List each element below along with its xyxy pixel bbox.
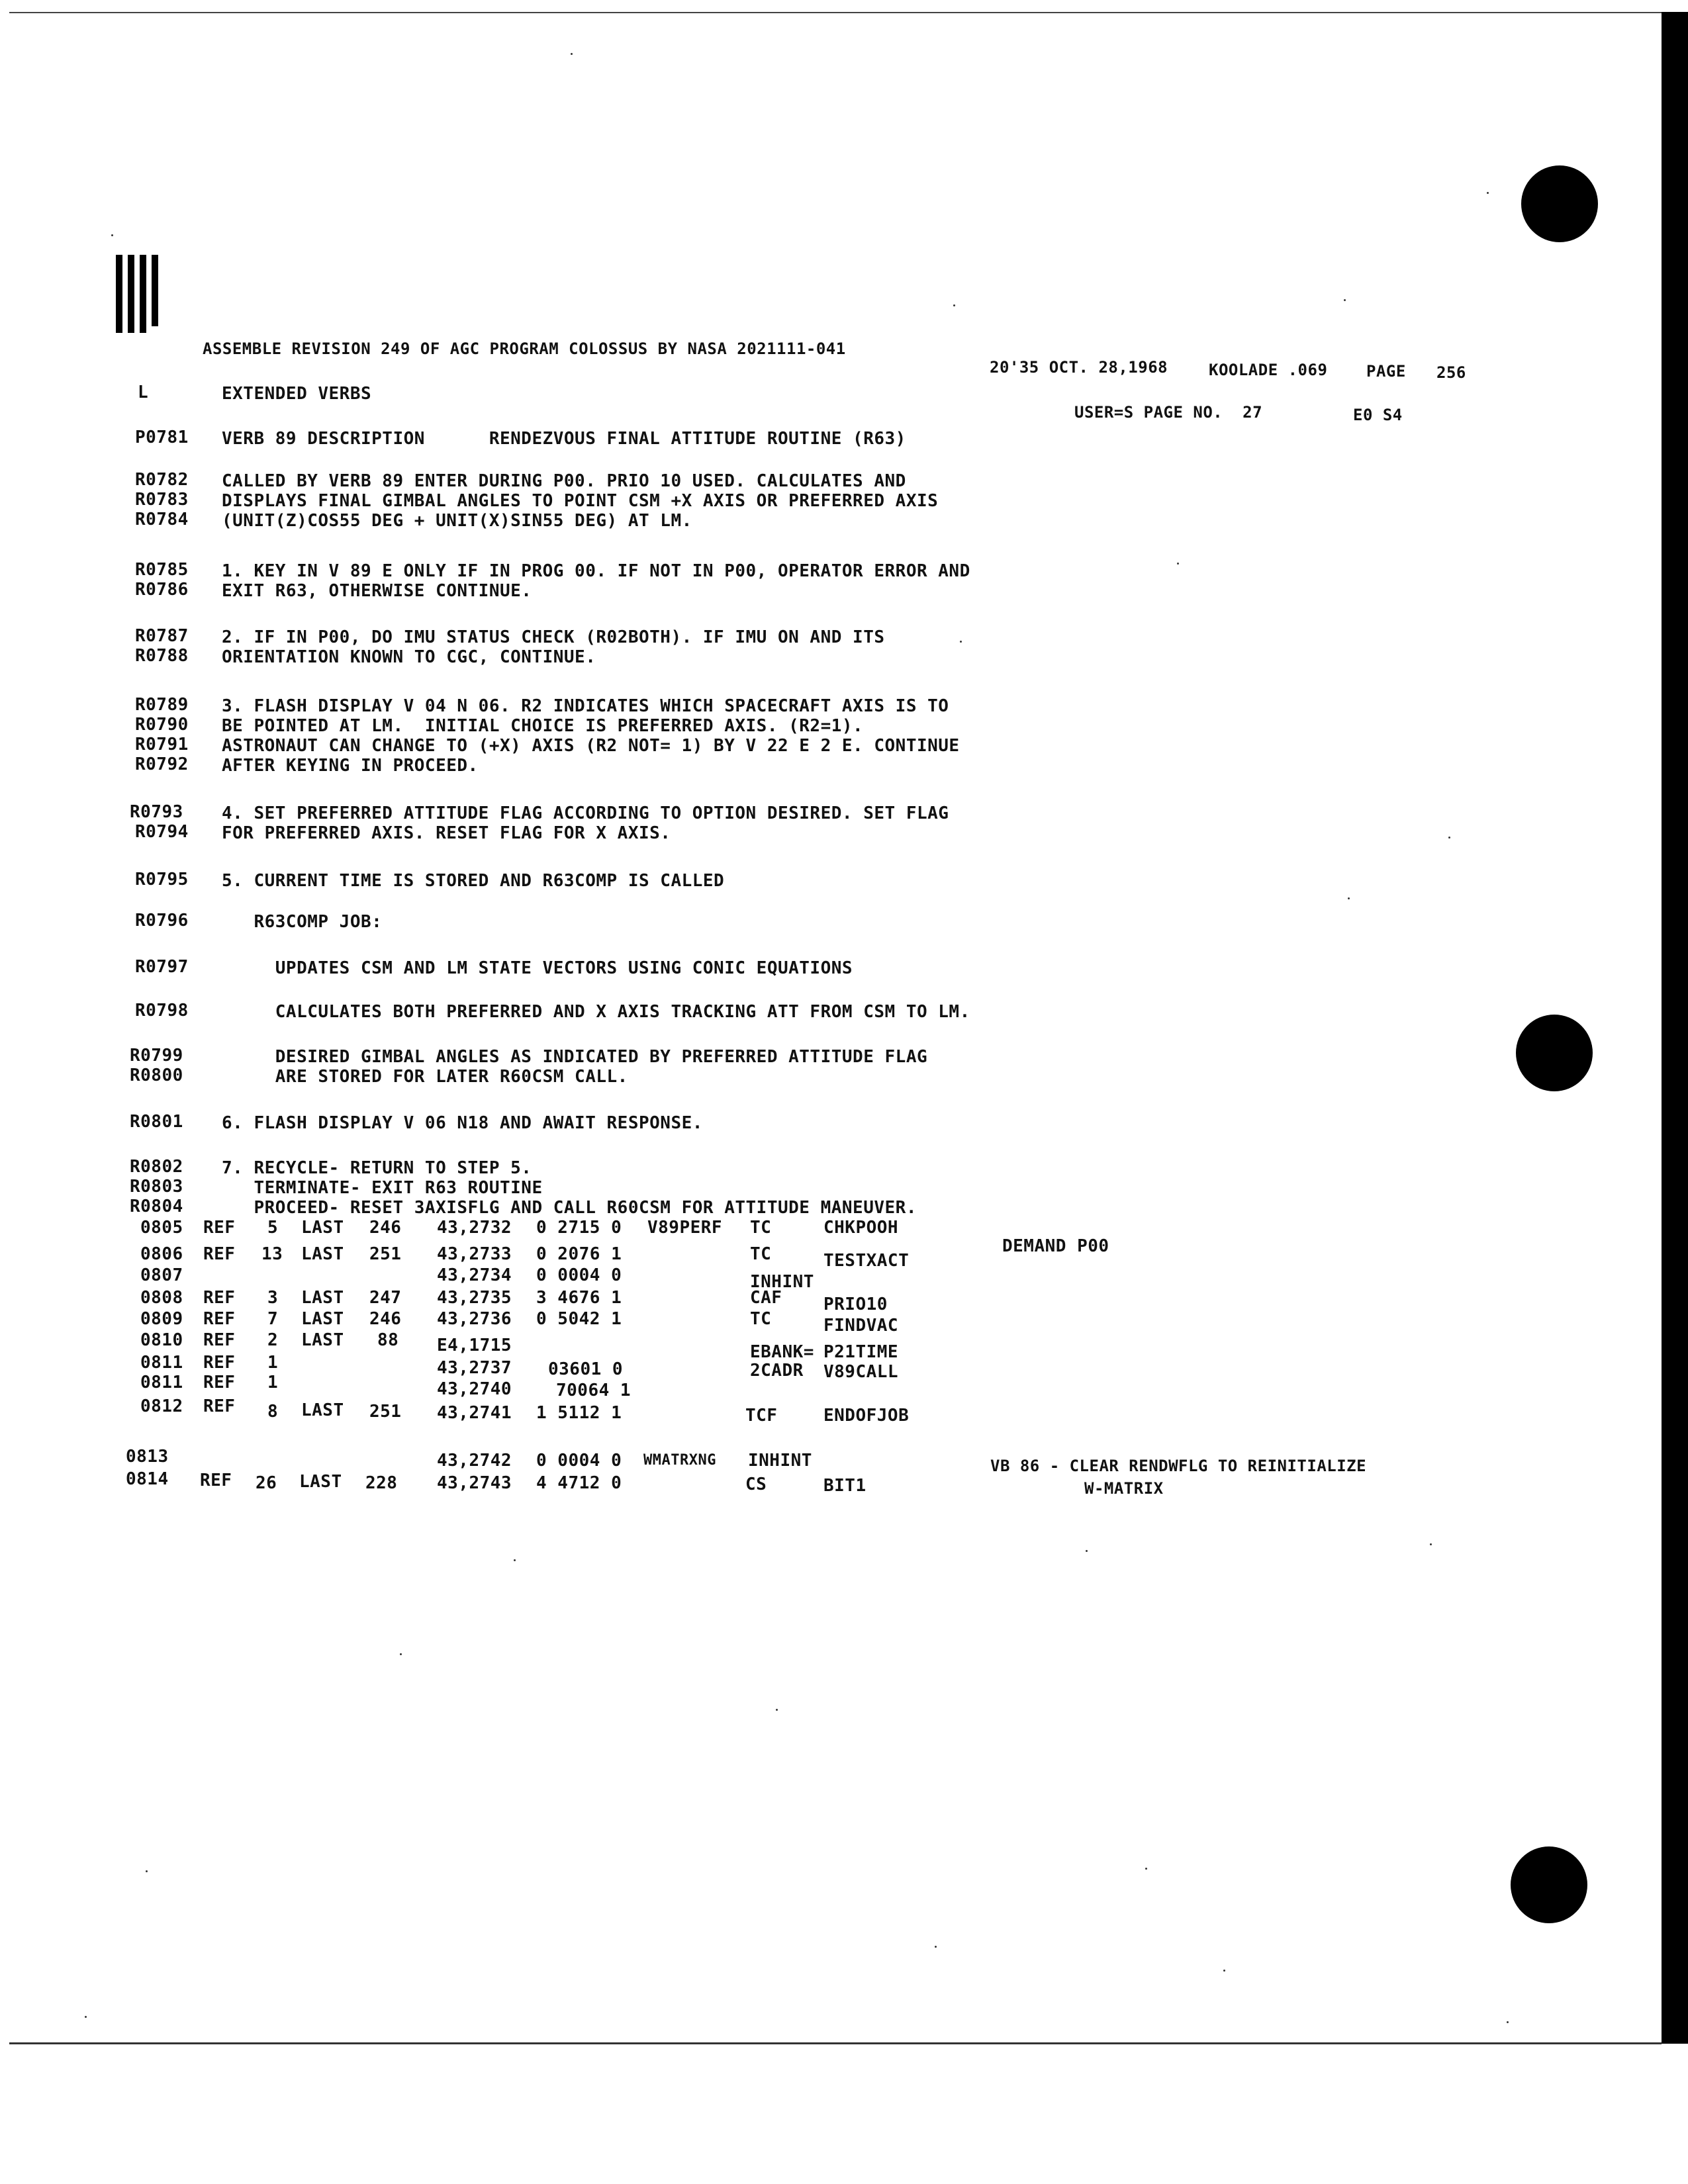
scan-speck — [935, 1946, 937, 1948]
scan-speck — [1086, 1550, 1088, 1552]
paper-bottom-edge — [9, 2042, 1662, 2044]
scan-speck — [400, 1653, 402, 1655]
scan-speck — [1145, 1868, 1147, 1870]
punch-hole-middle — [1516, 1015, 1593, 1091]
scan-speck — [1448, 837, 1450, 839]
section-code: L — [138, 383, 149, 402]
section-title: EXTENDED VERBS — [222, 384, 372, 404]
e-code: E0 S4 — [1353, 406, 1403, 424]
scan-speck — [514, 1559, 516, 1561]
scan-speck — [1507, 2021, 1509, 2023]
scanner-edge — [1662, 12, 1688, 2044]
scan-speck — [571, 53, 573, 55]
scan-speck — [111, 234, 113, 236]
scan-speck — [1223, 1970, 1225, 1972]
scanned-page: ASSEMBLE REVISION 249 OF AGC PROGRAM COLOSSUS BY NASA 2021111-041 20'35 OCT. 28,1968 KOOLADE .069 PAGE 256 L EXTENDED VERBS USER=S PAGE NO. 27 E0 S4 P0781 VERB 89 DESCRIPTION RENDEZVOUS FINAL ATTITUDE ROUTINE (R63) R0782 CALLED BY VERB 89 ENTER DURING P00. PRIO 10 USED. CALCULATES AND R0783 DISPLAYS FINAL GIMBAL ANGLES TO POINT CSM +X AXIS OR PREFERRED AXIS R0784 (UNIT(Z)COS55 DEG + UNIT(X)SIN55 DEG) AT LM. R0785 1. KEY IN V 89 E ONLY IF IN PROG 00. IF NOT IN P00, OPERATOR ERROR AND R0786 EXIT R63, OTHERWISE CONTINUE. R0787 2. IF IN P00, DO IMU STATUS CHECK (R02BOTH). IF IMU ON AND ITS R0788 ORIENTATION KNOWN TO CGC, CONTINUE. R0789 3. FLASH DISPLAY V 04 N 06. R2 INDICATES WHICH SPACECRAFT AXIS IS TO R0790 BE POINTED AT LM. INITIAL CHOICE IS PREFERRED AXIS. (R2=1). R0791 ASTRONAUT CAN CHANGE TO (+X) AXIS (R2 NOT= 1) BY V 22 E 2 E. CONTINUE R0792 AFTER KEYING IN PROCEED. R0793 4. SET PREFERRED ATTITUDE FLAG ACCORDING TO OPTION DESIRED. SET FLAG R0794 FOR PREFERRED AXIS. RESET FLAG FOR X AXIS. R0795 5. CURRENT TIME IS STORED AND R63COMP IS CALLED R0796 R63COMP JOB: R0797 UPDATES CSM AND LM STATE VECTORS USING CONIC EQUATIONS R0798 CALCULATES BOTH PREFERRED AND X AXIS TRACKING ATT FROM CSM TO LM. R0799 DESIRED GIMBAL ANGLES AS INDICATED BY PREFERRED ATTITUDE FLAG R0800 ARE STORED FOR LATER R60CSM CALL. R0801 6. FLASH DISPLAY V 06 N18 AND AWAIT RESPONSE. R0802 7. RECYCLE- RETURN TO STEP 5. R0803 TERMINATE- EXIT R63 ROUTINE R0804 PROCEED- RESET 3AXISFLG AND CALL R60CSM FOR ATTITUDE MANEUVER. 0805 REF 5 LAST 246 43,2732 0 2715 0 V89PERF TC CHKPOOH DEMAND P00 0806 REF 13 LAST 251 43,2733 0 2076 1 TC TESTXACT 0807 43,2734 0 0004 0 INHINT 0808 REF 3 LAST 247 43,2735 3 4676 1 CAF PRIO10 0809 REF 7 LAST 246 43,2736 0 5042 1 TC FINDVAC 0810 REF 2 LAST 88 E4,1715 EBANK= P21TIME 0811 REF 1 43,2737 03601 0 2CADR V89CALL 0811 REF 1 43,2740 70064 1 0812 REF 8 LAST 251 43,2741 1 5112 1 TCF ENDOFJOB 0813 43,2742 0 0004 0 WMATRXNG INHINT VB 86 - CLEAR RENDWFLG TO REINITIALIZE 0814 REF 26 LAST 228 43,2743 4 4712 0 CS BIT1 W-MATRIX — [0, 0, 1688, 2184]
timestamp: 20'35 OCT. 28,1968 — [990, 358, 1168, 377]
binder-mark-icon — [116, 255, 182, 341]
punch-hole-bottom — [1511, 1846, 1587, 1923]
scan-speck — [1487, 192, 1489, 194]
scan-speck — [1348, 897, 1350, 899]
paper-sheet — [9, 12, 1662, 2045]
page-number: 256 — [1436, 363, 1466, 382]
assemble-line: ASSEMBLE REVISION 249 OF AGC PROGRAM COLOSSUS BY NASA 2021111-041 — [203, 340, 846, 358]
scan-speck — [1344, 299, 1346, 301]
punch-hole-top — [1521, 165, 1598, 242]
koolade-version: KOOLADE .069 — [1209, 361, 1328, 379]
scan-speck — [960, 641, 962, 643]
scan-speck — [953, 304, 955, 306]
scan-speck — [1177, 563, 1179, 565]
page-label: PAGE — [1366, 362, 1406, 381]
scan-speck — [776, 1709, 778, 1711]
scan-speck — [1430, 1543, 1432, 1545]
scan-speck — [85, 2016, 87, 2018]
scan-speck — [146, 1870, 148, 1872]
user-page-number: USER=S PAGE NO. 27 — [1074, 403, 1263, 422]
